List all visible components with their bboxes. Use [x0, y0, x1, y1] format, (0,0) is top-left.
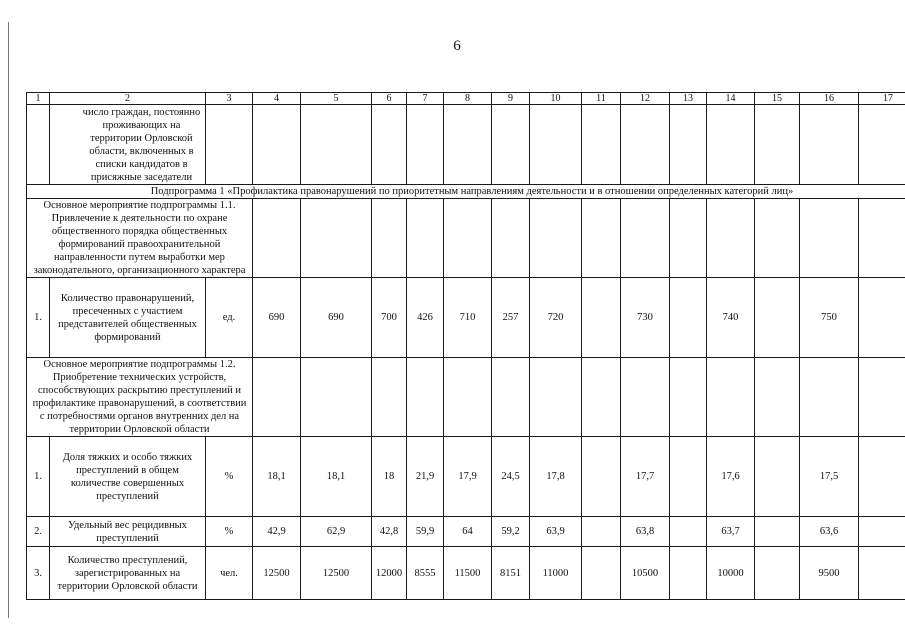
column-header: 7 [407, 93, 444, 105]
value-cell [670, 517, 707, 547]
value-cell: 21,9 [407, 437, 444, 517]
indicator-name: Доля тяжких и особо тяжких преступлений в общем количестве совершенных преступлений [50, 437, 206, 517]
value-cell [859, 547, 905, 600]
activity-row [27, 358, 905, 437]
value-cell: 63,7 [707, 517, 755, 547]
value-cell [670, 437, 707, 517]
value-cell [859, 437, 905, 517]
value-cell: 750 [800, 278, 859, 358]
column-header: 5 [301, 93, 372, 105]
column-header: 4 [253, 93, 301, 105]
value-cell: 24,5 [492, 437, 530, 517]
value-cell: 8151 [492, 547, 530, 600]
value-cell: 720 [530, 278, 582, 358]
unit-cell: ед. [206, 278, 253, 358]
page-number: 6 [453, 38, 461, 54]
value-cell [582, 437, 621, 517]
value-cell: 10500 [621, 547, 670, 600]
value-cell: 17,6 [707, 437, 755, 517]
value-cell: 62,9 [301, 517, 372, 547]
value-cell: 17,8 [530, 437, 582, 517]
column-header: 6 [372, 93, 407, 105]
value-cell [859, 278, 905, 358]
value-cell [755, 437, 800, 517]
value-cell: 63,8 [621, 517, 670, 547]
value-cell: 740 [707, 278, 755, 358]
column-header: 9 [492, 93, 530, 105]
value-cell: 257 [492, 278, 530, 358]
table-row [27, 547, 905, 600]
value-cell: 12500 [301, 547, 372, 600]
activity-title: Основное мероприятие подпрограммы 1.2. Приобретение технических устройств, способствующих раскрытию преступлений и профилактике правонарушений, в соответствии с потребностями органов внутренних дел на территории Орловской области [27, 358, 253, 437]
value-cell: 690 [253, 278, 301, 358]
row-number: 2. [27, 517, 50, 547]
indicator-name: Количество преступлений, зарегистрированных на территории Орловской области [50, 547, 206, 600]
table-row [27, 105, 905, 185]
value-cell: 63,6 [800, 517, 859, 547]
value-cell [859, 517, 905, 547]
column-header: 2 [50, 93, 206, 105]
table-row [27, 437, 905, 517]
value-cell: 18,1 [301, 437, 372, 517]
table-header-row [27, 93, 905, 105]
value-cell: 12000 [372, 547, 407, 600]
value-cell: 9500 [800, 547, 859, 600]
value-cell: 63,9 [530, 517, 582, 547]
value-cell [755, 547, 800, 600]
value-cell: 17,5 [800, 437, 859, 517]
value-cell: 18,1 [253, 437, 301, 517]
column-header: 8 [444, 93, 492, 105]
value-cell [670, 547, 707, 600]
value-cell: 42,9 [253, 517, 301, 547]
column-header: 13 [670, 93, 707, 105]
value-cell: 690 [301, 278, 372, 358]
value-cell: 17,9 [444, 437, 492, 517]
value-cell [755, 278, 800, 358]
activity-row [27, 199, 905, 278]
indicators-table [26, 92, 905, 600]
value-cell: 59,9 [407, 517, 444, 547]
unit-cell: % [206, 437, 253, 517]
column-header: 10 [530, 93, 582, 105]
subprogram-row [27, 185, 905, 199]
indicator-name: число граждан, постоянно проживающих на территории Орловской области, включенных в списки кандидатов в присяжные заседатели [50, 105, 206, 185]
indicator-name: Количество правонарушений, пресеченных с участием представителей общественных формирований [50, 278, 206, 358]
value-cell: 11000 [530, 547, 582, 600]
value-cell: 700 [372, 278, 407, 358]
subprogram-title: Подпрограмма 1 «Профилактика правонарушений по приоритетным направлениям деятельности и в отношении определенных категорий лиц» [27, 185, 905, 199]
column-header: 16 [800, 93, 859, 105]
value-cell: 730 [621, 278, 670, 358]
value-cell [755, 517, 800, 547]
activity-title: Основное мероприятие подпрограммы 1.1. Привлечение к деятельности по охране общественного порядка общественных формирований правоохранительной направленности путем выработки мер законодательного, организационного характера [27, 199, 253, 278]
value-cell [582, 547, 621, 600]
page-edge-line [8, 22, 9, 618]
column-header: 17 [859, 93, 905, 105]
column-header: 12 [621, 93, 670, 105]
value-cell: 8555 [407, 547, 444, 600]
value-cell [582, 517, 621, 547]
indicator-name: Удельный вес рецидивных преступлений [50, 517, 206, 547]
value-cell [670, 278, 707, 358]
value-cell: 426 [407, 278, 444, 358]
value-cell: 59,2 [492, 517, 530, 547]
value-cell: 64 [444, 517, 492, 547]
column-header: 14 [707, 93, 755, 105]
column-header: 1 [27, 93, 50, 105]
column-header: 15 [755, 93, 800, 105]
unit-cell: чел. [206, 547, 253, 600]
row-number: 1. [27, 437, 50, 517]
row-number: 3. [27, 547, 50, 600]
table-row [27, 517, 905, 547]
value-cell: 42,8 [372, 517, 407, 547]
value-cell: 17,7 [621, 437, 670, 517]
table-row [27, 278, 905, 358]
column-header: 11 [582, 93, 621, 105]
value-cell: 11500 [444, 547, 492, 600]
row-number: 1. [27, 278, 50, 358]
value-cell: 12500 [253, 547, 301, 600]
value-cell: 10000 [707, 547, 755, 600]
value-cell: 710 [444, 278, 492, 358]
value-cell: 18 [372, 437, 407, 517]
column-header: 3 [206, 93, 253, 105]
value-cell [582, 278, 621, 358]
unit-cell: % [206, 517, 253, 547]
